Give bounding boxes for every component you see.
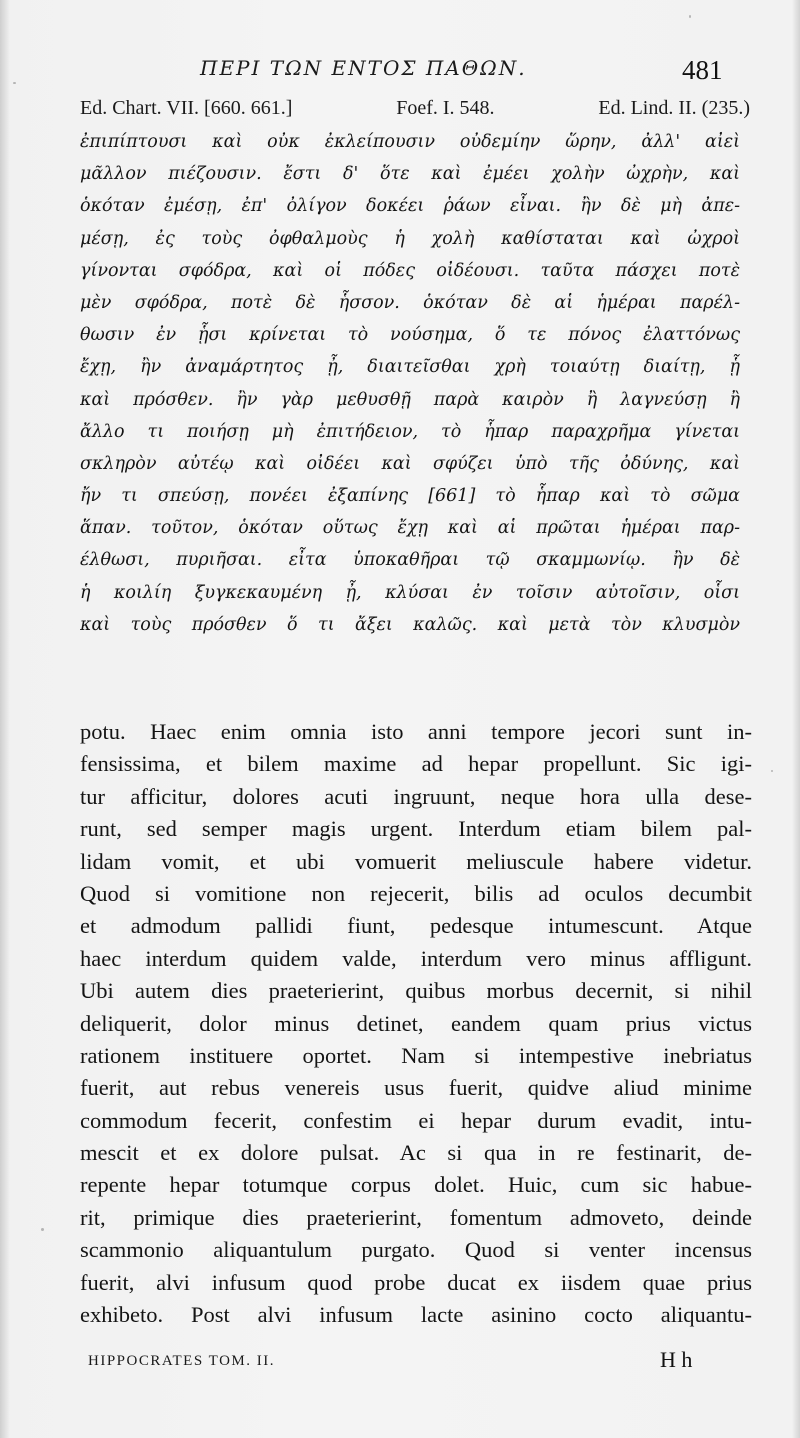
greek-line: μᾶλλον πιέζουσιν. ἔστι δ' ὅτε καὶ ἐμέει χολὴν ὠχρὴν, καὶ [80, 164, 740, 185]
paper-speck [41, 1228, 44, 1231]
latin-line: exhibeto. Post alvi infusum lacte asinino cocto aliquantu- [80, 1302, 752, 1328]
latin-line: mescit et ex dolore pulsat. Ac si qua in re festinarit, de- [80, 1140, 752, 1166]
running-title: ΠΕΡΙ ΤΩΝ ΕΝΤΟΣ ΠΑΘΩΝ. [200, 56, 527, 80]
greek-line: μέσῃ, ἐς τοὺς ὀφθαλμοὺς ἡ χολὴ καθίσταται καὶ ὠχροὶ [80, 228, 740, 249]
edition-ref-chartier: Ed. Chart. VII. [660. 661.] [80, 97, 293, 119]
latin-text-block [80, 716, 752, 1331]
latin-line: potu. Haec enim omnia isto anni tempore jecori sunt in- [80, 719, 752, 744]
latin-line: Quod si vomitione non rejecerit, bilis ad oculos decumbit [80, 880, 752, 906]
greek-line: ἐπιπίπτουσι καὶ οὐκ ἐκλείπουσιν οὐδεμίην ὥρην, ἀλλ' αἰεὶ [80, 132, 740, 152]
page-right-shadow [792, 0, 800, 1438]
latin-line: fensissima, et bilem maxime ad hepar propellunt. Sic igi- [80, 751, 752, 777]
edition-ref-linden: Ed. Lind. II. (235.) [598, 97, 750, 119]
page-left-shadow [0, 0, 10, 1438]
paper-speck [689, 15, 691, 18]
greek-line: ἅπαν. τοῦτον, ὁκόταν οὕτως ἔχῃ καὶ αἱ πρῶται ἡμέραι παρ- [80, 518, 740, 539]
volume-signature: HIPPOCRATES TOM. II. [88, 1353, 275, 1369]
greek-line: ἡ κοιλίη ξυγκεκαυμένη ᾖ, κλύσαι ἐν τοῖσιν αὐτοῖσιν, οἷσι [80, 582, 740, 603]
latin-line: tur afficitur, dolores acuti ingruunt, neque hora ulla dese- [80, 783, 752, 809]
paper-speck [13, 82, 16, 84]
latin-line: scammonio aliquantulum purgato. Quod si venter incensus [80, 1237, 752, 1263]
greek-line: έλθωσι, πυριῆσαι. εἶτα ὑποκαθῆραι τῷ σκαμμωνίῳ. ἢν δὲ [80, 550, 740, 571]
latin-line: repente hepar totumque corpus dolet. Huic, cum sic habue- [80, 1172, 752, 1198]
latin-line: Ubi autem dies praeterierint, quibus morbus decernit, si nihil [80, 978, 752, 1004]
greek-line: ὁκόταν ἐμέσῃ, ἐπ' ὀλίγον δοκέει ῥάων εἶναι. ἢν δὲ μὴ ἀπε- [80, 196, 740, 217]
greek-line: καὶ τοὺς πρόσθεν ὅ τι ἄξει καλῶς. καὶ μετὰ τὸν κλυσμὸν [80, 614, 740, 635]
edition-ref-foesius: Foef. I. 548. [396, 97, 495, 119]
latin-line: commodum fecerit, confestim ei hepar durum evadit, intu- [80, 1107, 752, 1133]
latin-line: rit, primique dies praeterierint, fomentum admoveto, deinde [80, 1204, 752, 1230]
greek-line: καὶ πρόσθεν. ἢν γὰρ μεθυσθῇ παρὰ καιρὸν ἢ λαγνεύσῃ ἢ [80, 389, 740, 410]
greek-text-block [80, 126, 740, 641]
latin-line: rationem instituere oportet. Nam si intempestive inebriatus [80, 1042, 752, 1068]
greek-line: σκληρὸν αὐτέῳ καὶ οἰδέει καὶ σφύζει ὑπὸ τῆς ὀδύνης, καὶ [80, 453, 740, 474]
sheet-mark: H h [660, 1347, 693, 1372]
greek-line: μὲν σφόδρα, ποτὲ δὲ ἧσσον. ὁκόταν δὲ αἱ ἡμέραι παρέλ- [80, 292, 740, 313]
greek-line: ἔχῃ, ἢν ἀναμάρτητος ᾖ, διαιτεῖσθαι χρὴ τοιαύτῃ διαίτῃ, ᾗ [80, 357, 740, 378]
latin-line: fuerit, alvi infusum quod probe ducat ex iisdem quae prius [80, 1269, 752, 1295]
page-number: 481 [682, 55, 723, 85]
greek-line: ἄλλο τι ποιήσῃ μὴ ἐπιτήδειον, τὸ ἧπαρ παραχρῆμα γίνεται [80, 421, 740, 442]
latin-line: fuerit, aut rebus venereis usus fuerit, quidve aliud minime [80, 1075, 752, 1101]
greek-line: ἤν τι σπεύσῃ, πονέει ἐξαπίνης [661] τὸ ἧπαρ καὶ τὸ σῶμα [80, 486, 740, 507]
greek-line: θωσιν ἐν ᾗσι κρίνεται τὸ νούσημα, ὅ τε πόνος ἐλαττόνως [80, 325, 740, 346]
paper-speck [771, 770, 773, 772]
edition-reference-line [80, 97, 750, 120]
latin-line: et admodum pallidi fiunt, pedesque intumescunt. Atque [80, 913, 752, 939]
latin-line: lidam vomit, et ubi vomuerit meliuscule habere videtur. [80, 848, 752, 874]
latin-line: runt, sed semper magis urgent. Interdum etiam bilem pal- [80, 816, 752, 842]
greek-line: γίνονται σφόδρα, καὶ οἱ πόδες οἰδέουσι. ταῦτα πάσχει ποτὲ [80, 260, 740, 281]
latin-line: deliquerit, dolor minus detinet, eandem quam prius victus [80, 1010, 752, 1036]
latin-line: haec interdum quidem valde, interdum vero minus affligunt. [80, 945, 752, 971]
